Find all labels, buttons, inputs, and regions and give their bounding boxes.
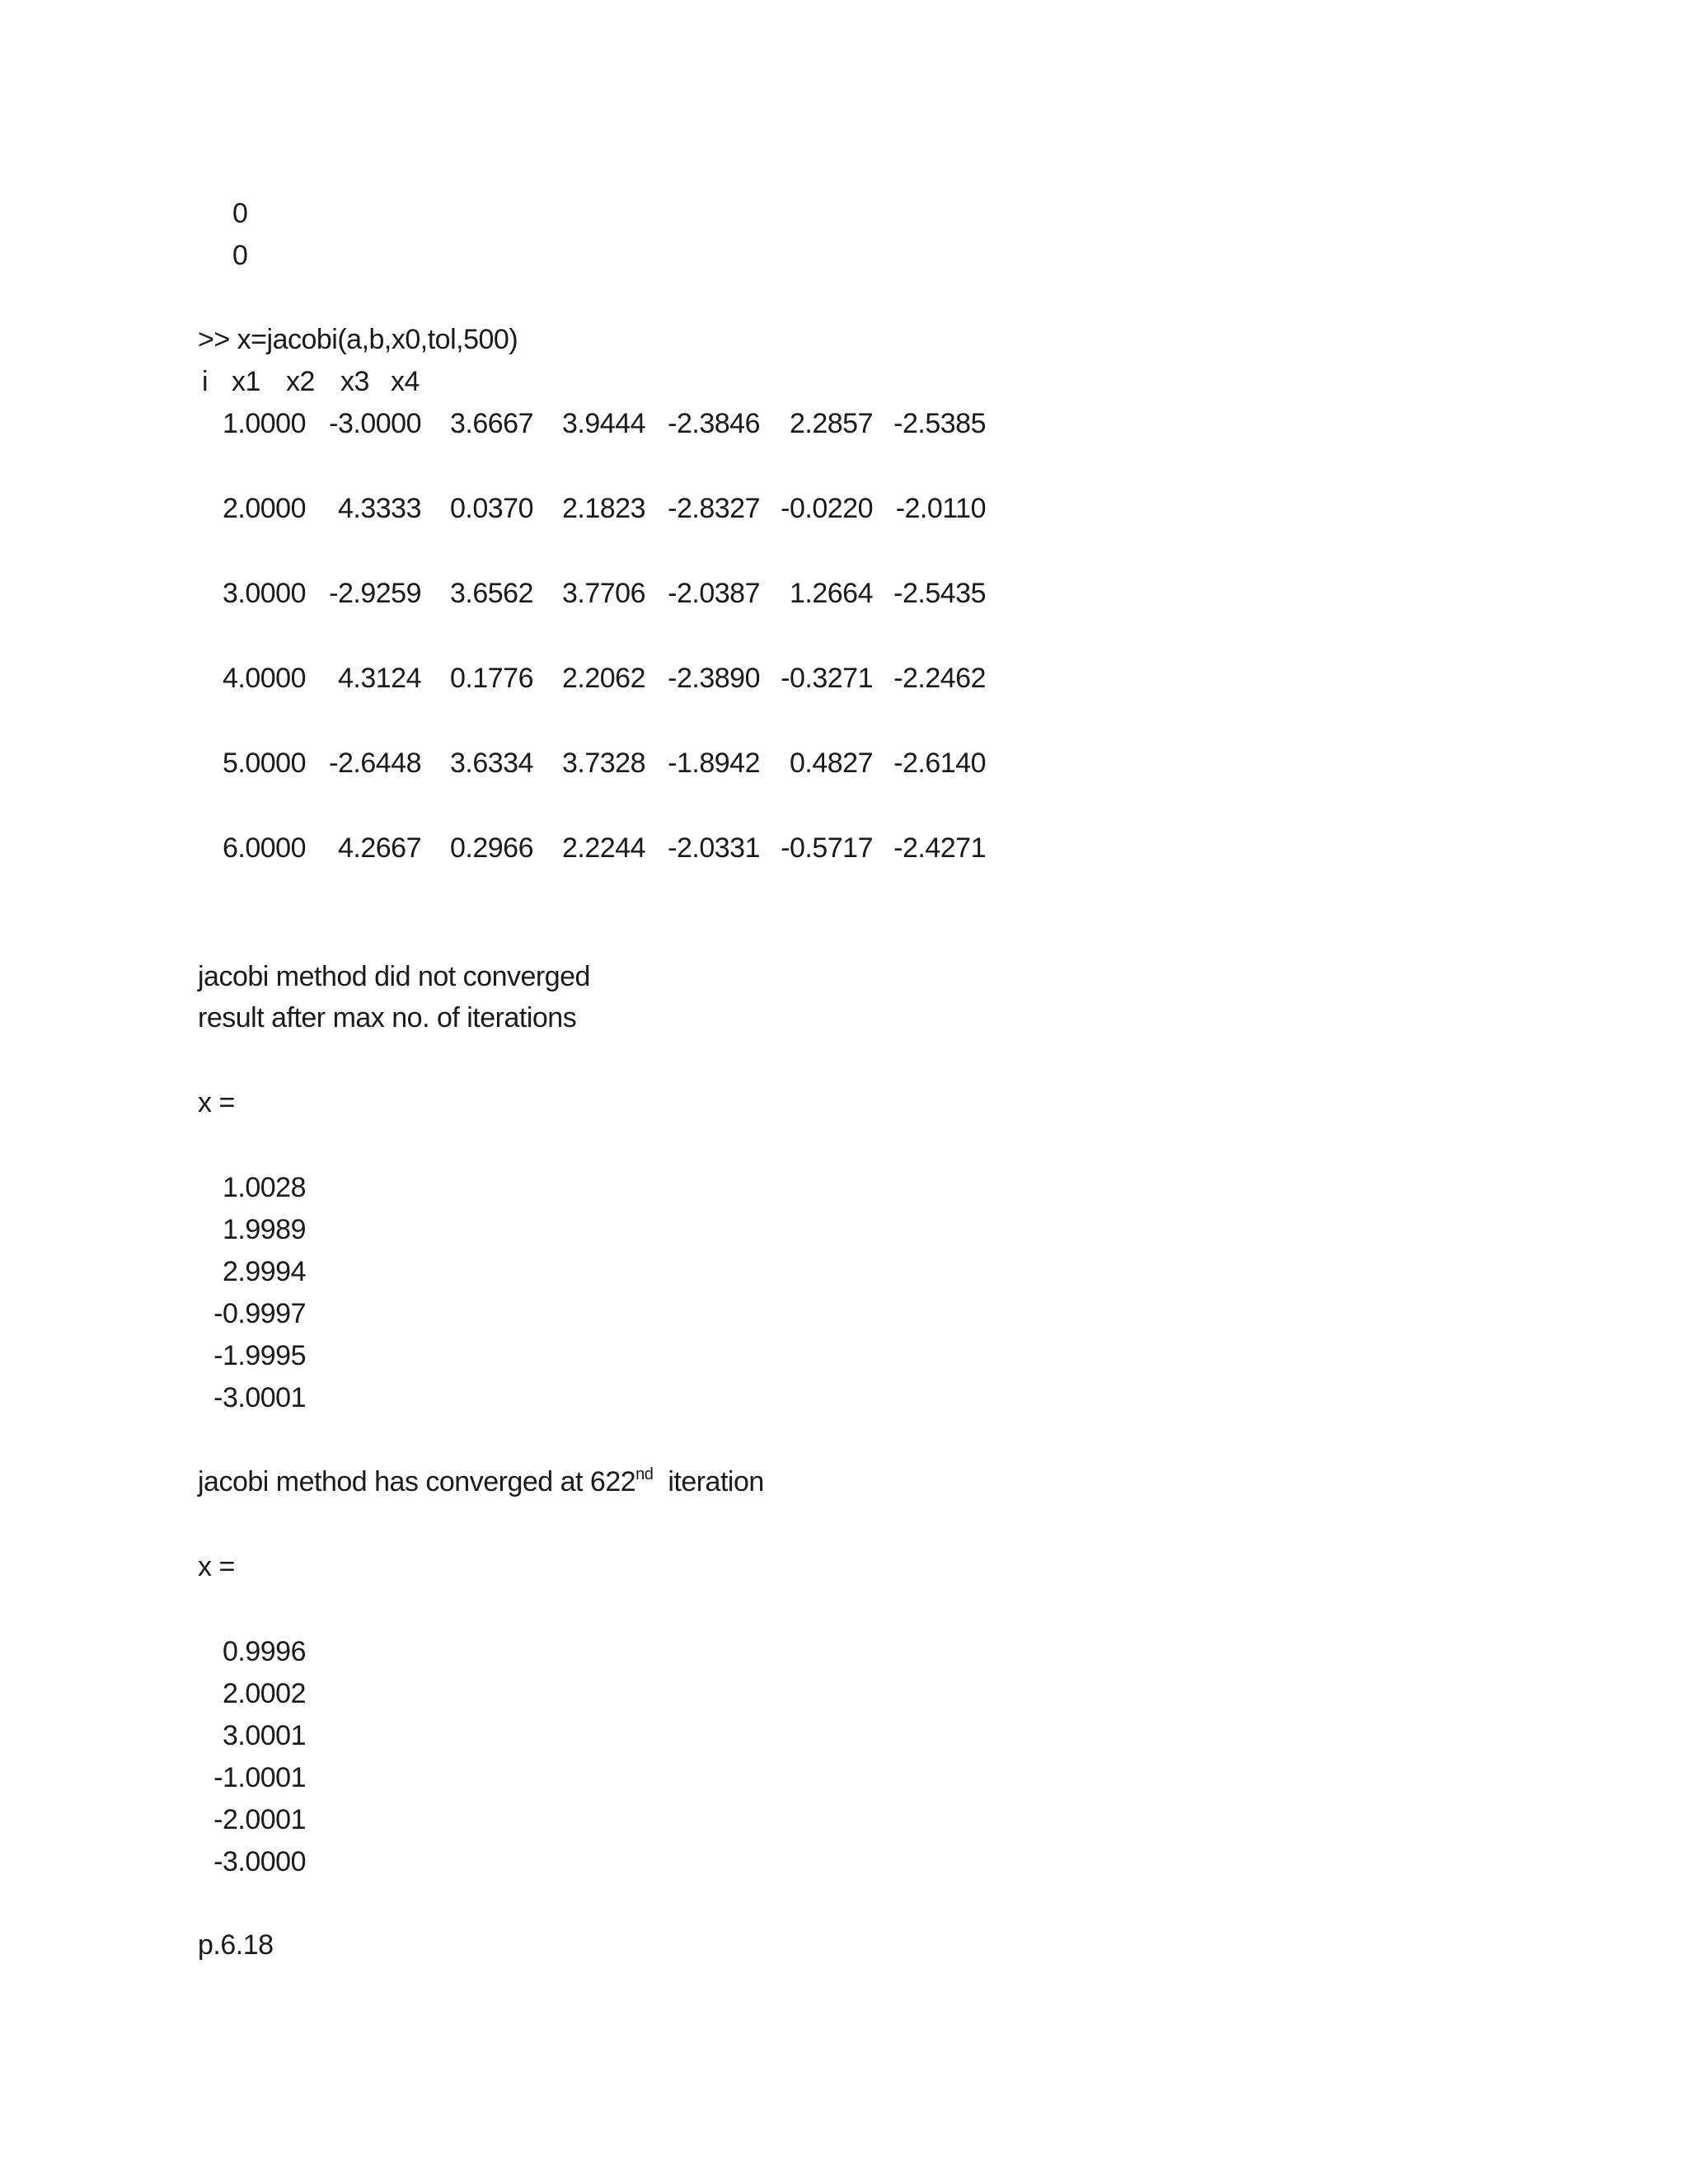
vector-value: -0.9997: [213, 1298, 306, 1329]
table-cell: 3.9444: [562, 408, 645, 439]
vector-value: -2.0001: [213, 1804, 306, 1835]
vector-value: -1.9995: [213, 1340, 306, 1371]
table-cell: -2.6448: [329, 748, 421, 779]
table-cell: -2.4271: [893, 832, 986, 864]
ordinal-suffix: nd: [635, 1465, 654, 1483]
converged-text: jacobi method has converged at 622: [198, 1466, 636, 1497]
table-cell: -2.3890: [668, 663, 760, 694]
table-cell: 4.2667: [338, 832, 421, 864]
table-cell: -2.6140: [893, 748, 986, 779]
iteration-index-cell: 2.0000: [223, 493, 306, 524]
table-cell: 3.6334: [450, 748, 533, 779]
not-converged-message: jacobi method did not converged: [198, 961, 590, 992]
iteration-index-cell: 5.0000: [223, 748, 306, 779]
table-cell: -2.2462: [893, 663, 986, 694]
page-reference: p.6.18: [198, 1929, 274, 1961]
table-cell: 4.3124: [338, 663, 421, 694]
table-cell: -2.0387: [668, 578, 760, 609]
table-header-x3: x3: [340, 366, 369, 397]
table-cell: 1.2664: [790, 578, 873, 609]
converged-message: [198, 1465, 764, 1498]
vector-value: 2.0002: [223, 1678, 306, 1709]
output-line: 0: [232, 240, 248, 271]
vector-value: 2.9994: [223, 1256, 306, 1287]
table-cell: 2.2857: [790, 408, 873, 439]
table-header-x4: x4: [391, 366, 420, 397]
table-cell: 3.7706: [562, 578, 645, 609]
table-cell: -2.5435: [893, 578, 986, 609]
table-header-i: i: [202, 366, 209, 397]
iteration-index-cell: 6.0000: [223, 832, 306, 864]
table-cell: -3.0000: [329, 408, 421, 439]
table-header-x1: x1: [232, 366, 260, 397]
table-cell: 2.2244: [562, 832, 645, 864]
vector-value: 3.0001: [223, 1720, 306, 1751]
iteration-index-cell: 3.0000: [223, 578, 306, 609]
vector-value: -3.0001: [213, 1382, 306, 1413]
table-cell: 0.4827: [790, 748, 873, 779]
output-line: 0: [232, 198, 248, 229]
converged-tail: iteration: [668, 1466, 764, 1497]
vector-value: 1.9989: [223, 1214, 306, 1245]
vector-value: 0.9996: [223, 1636, 306, 1667]
command-line: >> x=jacobi(a,b,x0,tol,500): [198, 324, 518, 355]
table-cell: 2.1823: [562, 493, 645, 524]
table-cell: 4.3333: [338, 493, 421, 524]
table-cell: 3.7328: [562, 748, 645, 779]
table-cell: -2.5385: [893, 408, 986, 439]
table-cell: -1.8942: [668, 748, 760, 779]
table-header-x2: x2: [286, 366, 315, 397]
table-cell: -2.8327: [668, 493, 760, 524]
max-iterations-message: result after max no. of iterations: [198, 1002, 577, 1033]
table-cell: 3.6667: [450, 408, 533, 439]
vector-value: -1.0001: [213, 1762, 306, 1793]
table-cell: -0.0220: [781, 493, 873, 524]
table-cell: -2.0110: [895, 493, 986, 524]
result-label: x =: [198, 1087, 235, 1118]
table-cell: 0.2966: [450, 832, 533, 864]
table-cell: -2.9259: [329, 578, 421, 609]
iteration-index-cell: 4.0000: [223, 663, 306, 694]
vector-value: -3.0000: [213, 1846, 306, 1877]
result-label: x =: [198, 1551, 235, 1582]
table-cell: -0.3271: [781, 663, 873, 694]
table-cell: 0.0370: [450, 493, 533, 524]
table-cell: 0.1776: [450, 663, 533, 694]
iteration-index-cell: 1.0000: [223, 408, 306, 439]
table-cell: -2.3846: [668, 408, 760, 439]
table-cell: -0.5717: [781, 832, 873, 864]
table-cell: 3.6562: [450, 578, 533, 609]
vector-value: 1.0028: [223, 1172, 306, 1203]
table-cell: 2.2062: [562, 663, 645, 694]
table-cell: -2.0331: [668, 832, 760, 864]
